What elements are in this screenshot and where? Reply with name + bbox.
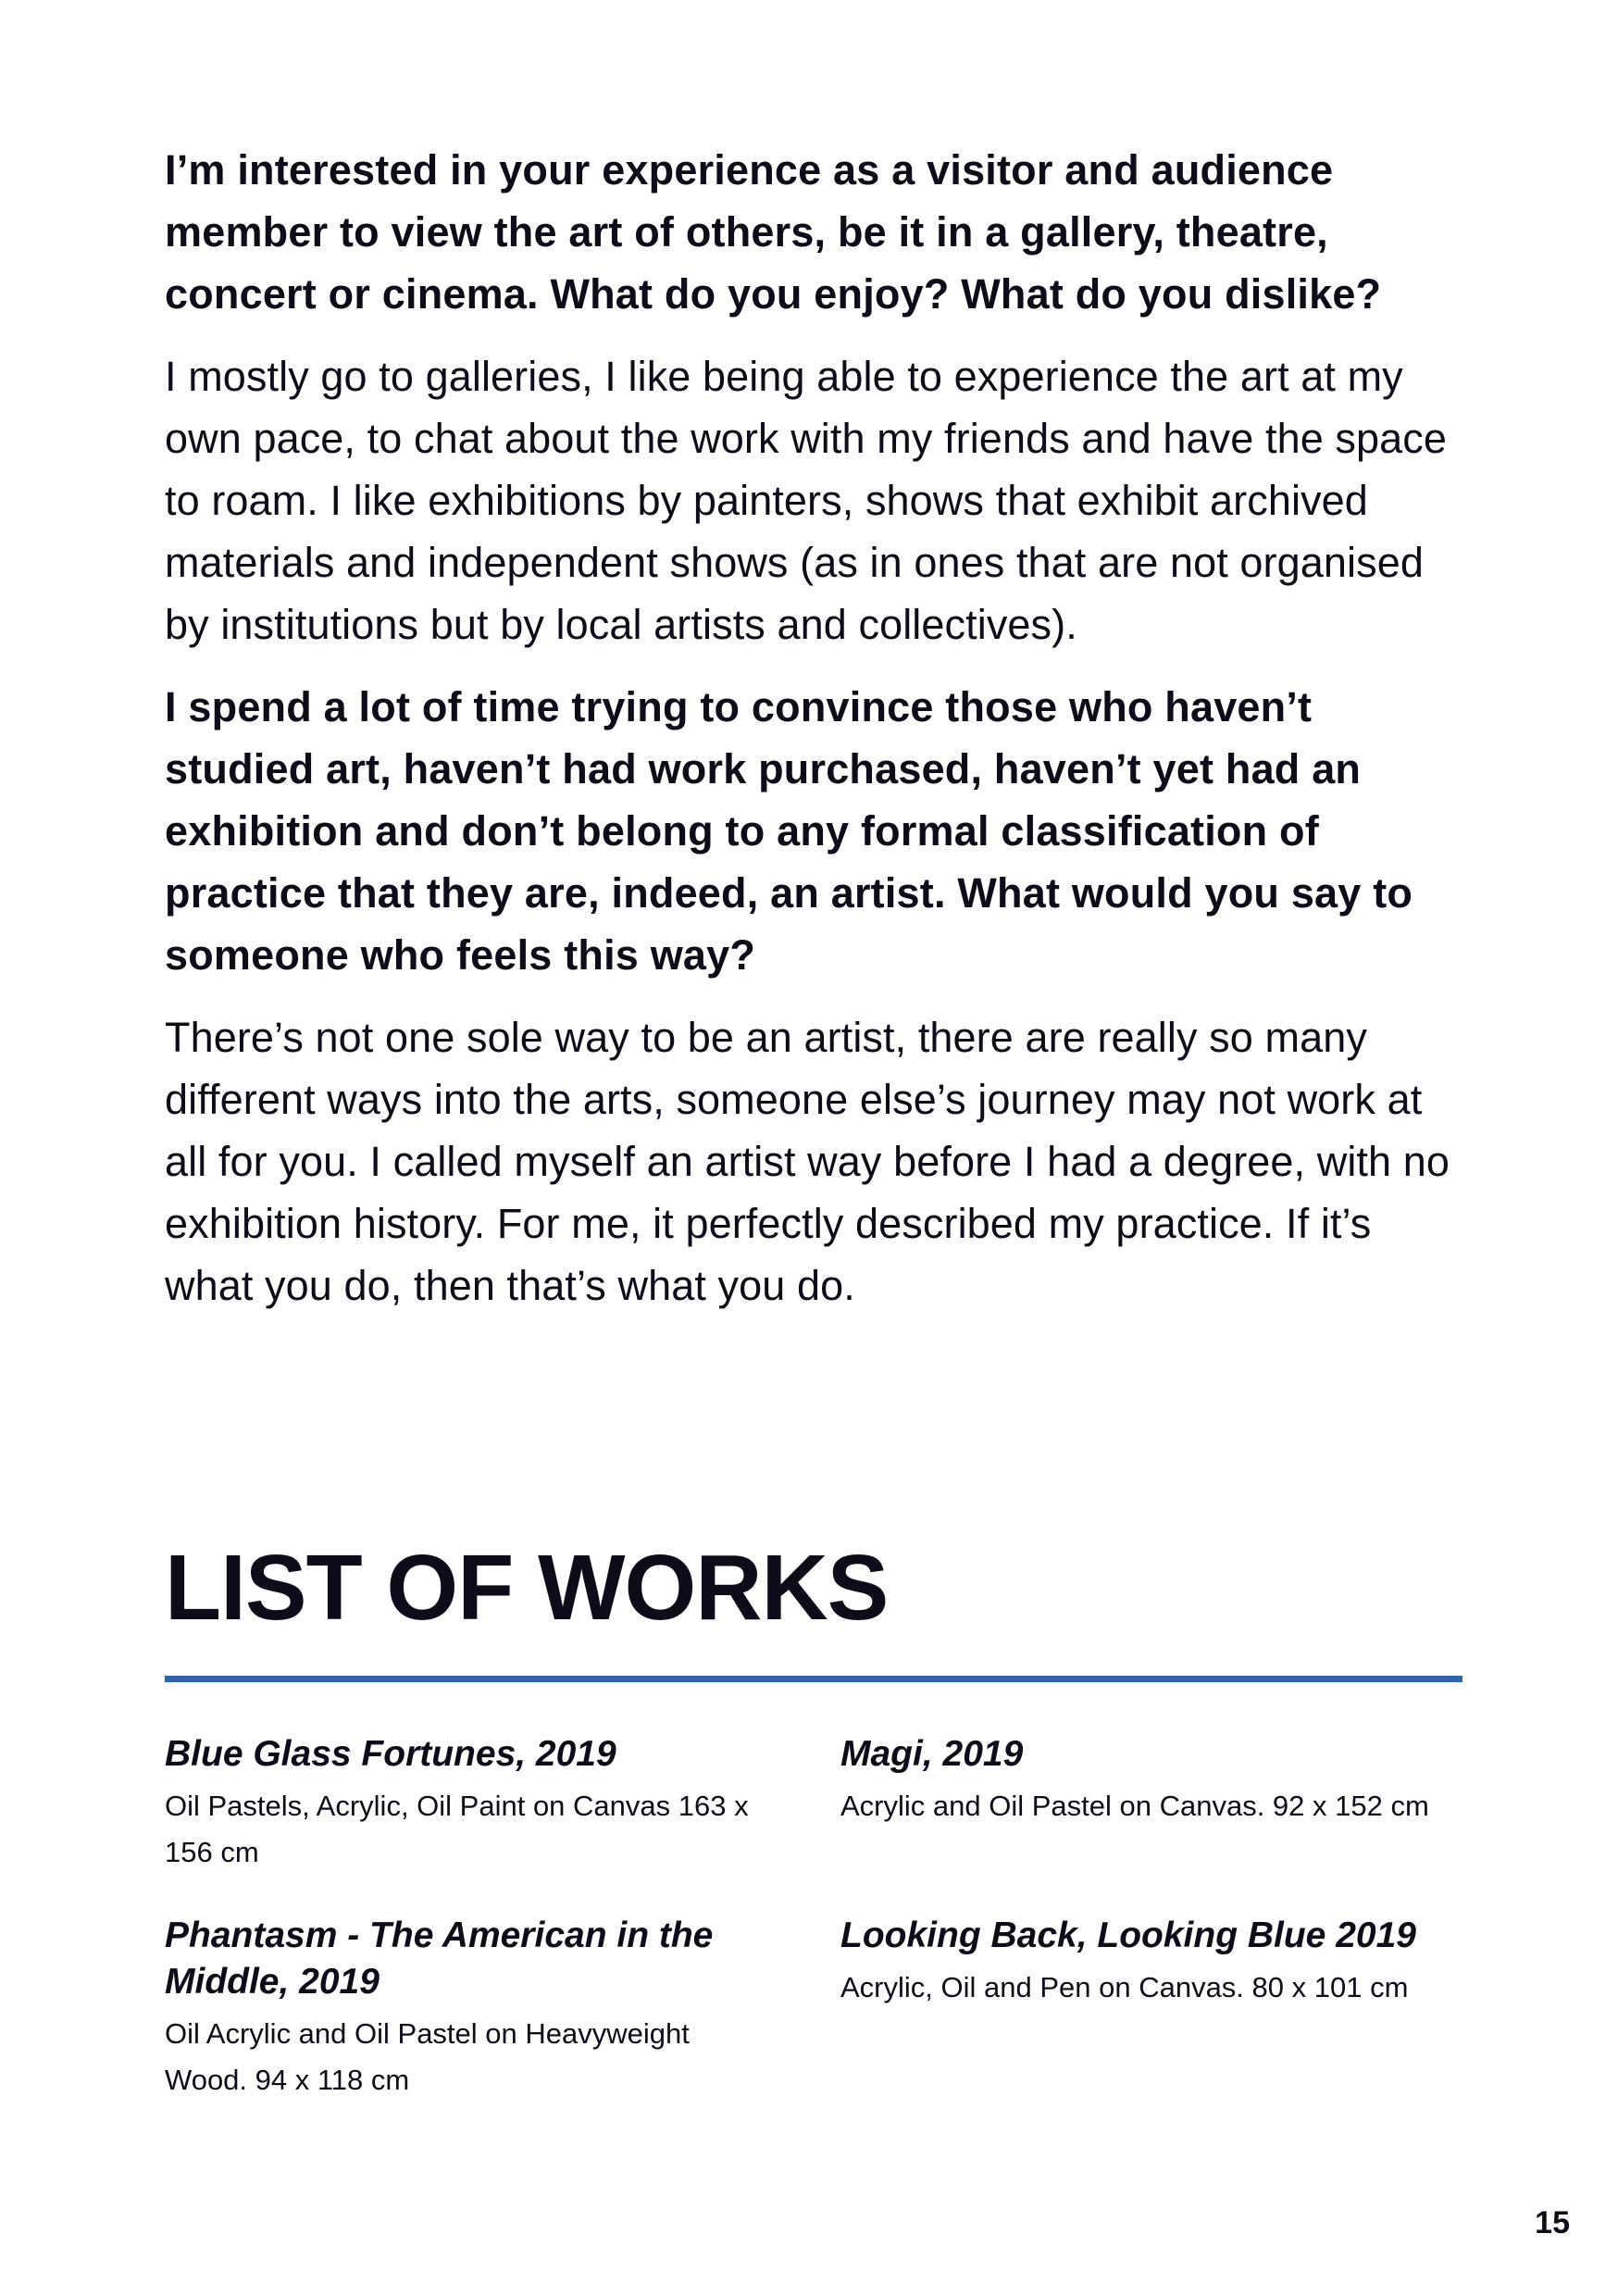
- work-title: Blue Glass Fortunes, 2019: [165, 1734, 616, 1774]
- heading-divider: [165, 1676, 1462, 1682]
- interview-section: [165, 139, 1461, 1337]
- work-title: Phantasm - The American in the Middle, 2019: [165, 1915, 714, 2002]
- work-title: Looking Back, Looking Blue 2019: [840, 1915, 1416, 1955]
- work-title: Magi, 2019: [840, 1734, 1024, 1774]
- work-item: [165, 1913, 757, 2103]
- interview-answer-2: There’s not one sole way to be an artist, there are really so many different ways into the arts, someone else’s journey may not work at all for you. I called myself an artist way before I had a degree, with no exhibition history. For me, it perfectly described my practice. If it’s what you do, then that’s what you do.: [165, 1014, 1450, 1309]
- list-of-works-heading: LIST OF WORKS: [165, 1536, 889, 1640]
- work-description: Oil Pastels, Acrylic, Oil Paint on Canvas 163 x 156 cm: [165, 1790, 749, 1868]
- work-description: Acrylic and Oil Pastel on Canvas. 92 x 152 cm: [840, 1790, 1429, 1822]
- interview-question-2: I spend a lot of time trying to convince those who haven’t studied art, haven’t had work purchased, haven’t yet had an exhibition and don’t belong to any formal classification of practice that they are, indeed, an artist. What would you say to someone who feels this way?: [165, 683, 1413, 979]
- work-item: [840, 1731, 1462, 1876]
- work-item: [840, 1913, 1462, 2103]
- interview-answer-1: I mostly go to galleries, I like being able to experience the art at my own pace, to chat about the work with my friends and have the space to roam. I like exhibitions by painters, shows that exhibit archived materials and independent shows (as in ones that are not organised by institutions but by local artists and collectives).: [165, 353, 1448, 648]
- page-number: 15: [1535, 2205, 1570, 2240]
- work-description: Acrylic, Oil and Pen on Canvas. 80 x 101 cm: [840, 1971, 1409, 2003]
- work-item: [165, 1731, 757, 1876]
- work-description: Oil Acrylic and Oil Pastel on Heavyweight Wood. 94 x 118 cm: [165, 2017, 690, 2096]
- interview-question-1: I’m interested in your experience as a visitor and audience member to view the art of others, be it in a gallery, theatre, concert or cinema. What do you enjoy? What do you dislike?: [165, 146, 1382, 318]
- works-list: [165, 1731, 1462, 2103]
